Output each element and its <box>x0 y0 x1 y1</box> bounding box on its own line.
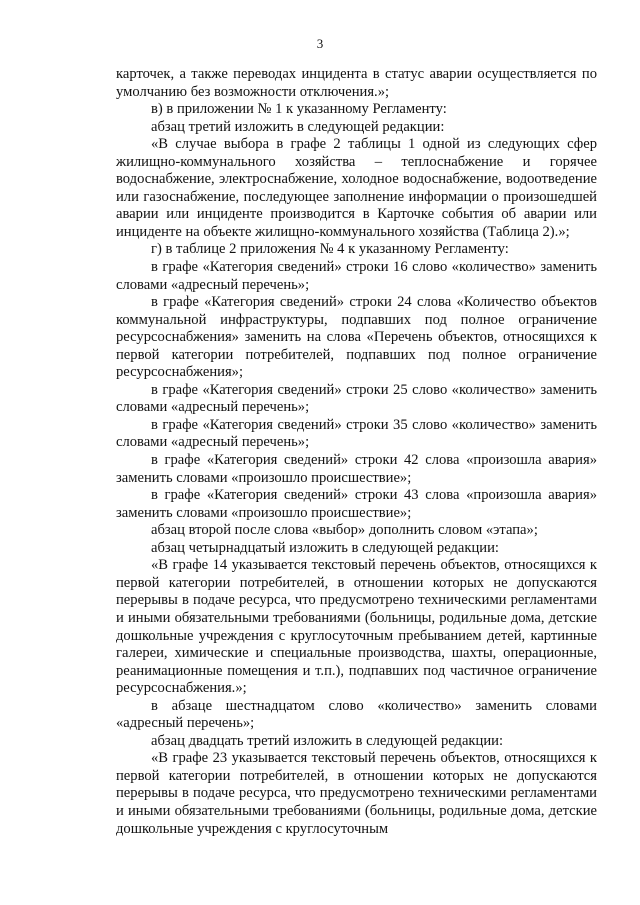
paragraph: в графе «Категория сведений» строки 42 слова «произошла авария» заменить словами «произошло происшествие»; <box>116 452 597 486</box>
paragraph: в графе «Категория сведений» строки 35 слово «количество» заменить словами «адресный перечень»; <box>116 416 597 451</box>
paragraph: в графе «Категория сведений» строки 43 слова «произошла авария» заменить словами «произошло происшествие»; <box>116 487 597 521</box>
paragraph: абзац второй после слова «выбор» дополнить словом «этапа»; <box>151 522 538 539</box>
paragraph-continuation: карточек, а также переводах инцидента в статус аварии осуществляется по умолчанию без возможности отключения.»; <box>116 66 597 100</box>
paragraph: в графе «Категория сведений» строки 16 слово «количество» заменить словами «адресный перечень»; <box>116 259 597 293</box>
paragraph-item-g: г) в таблице 2 приложения № 4 к указанному Регламенту: <box>151 241 509 258</box>
page-number: 3 <box>316 36 324 51</box>
paragraph: абзац двадцать третий изложить в следующей редакции: <box>151 732 504 749</box>
paragraph: абзац четырнадцатый изложить в следующей редакции: <box>151 539 499 556</box>
paragraph: абзац третий изложить в следующей редакции: <box>151 118 445 135</box>
document-body <box>116 66 597 838</box>
quoted-paragraph: «В случае выбора в графе 2 таблицы 1 одной из следующих сфер жилищно-коммунального хозяйства – теплоснабжение и горячее водоснабжение, электроснабжение, холодное водоснабжение, водоотведение или газоснабжение, последующее заполнение информации о произошедшей аварии или инциденте производится в Карточке события об аварии или инциденте на объекте жилищно-коммунального хозяйства (Таблица 2).»; <box>116 136 597 240</box>
quoted-paragraph: «В графе 23 указывается текстовый перечень объектов, относящихся к первой категории потребителей, в отношении которых не допускаются перерывы в подаче ресурса, что предусмотрено техническими регламентами и иными обязательными требованиями (больницы, родильные дома, детские дошкольные учреждения с круглосуточным <box>116 750 597 837</box>
paragraph: в графе «Категория сведений» строки 25 слово «количество» заменить словами «адресный перечень»; <box>116 381 597 416</box>
paragraph-item-v: в) в приложении № 1 к указанному Регламенту: <box>151 101 447 118</box>
quoted-paragraph: «В графе 14 указывается текстовый перечень объектов, относящихся к первой категории потребителей, в отношении которых не допускаются перерывы в подаче ресурса, что предусмотрено техническими регламентами и иными обязательными требованиями (больницы, родильные дома, детские дошкольные учреждения с круглосуточным пребыванием детей, картинные галереи, химические и специальные производства, шахты, операционные, реанимационные помещения и т.п.), подпавших под частичное ограничение ресурсоснабжения.»; <box>116 557 597 697</box>
paragraph: в абзаце шестнадцатом слово «количество» заменить словами «адресный перечень»; <box>116 697 597 732</box>
paragraph: в графе «Категория сведений» строки 24 слова «Количество объектов коммунальной инфраструктуры, подпавших под полное ограничение ресурсоснабжения» заменить на слова «Перечень объектов, относящихся к первой категории потребителей, подпавших под полное ограничение ресурсоснабжения»; <box>116 294 597 381</box>
